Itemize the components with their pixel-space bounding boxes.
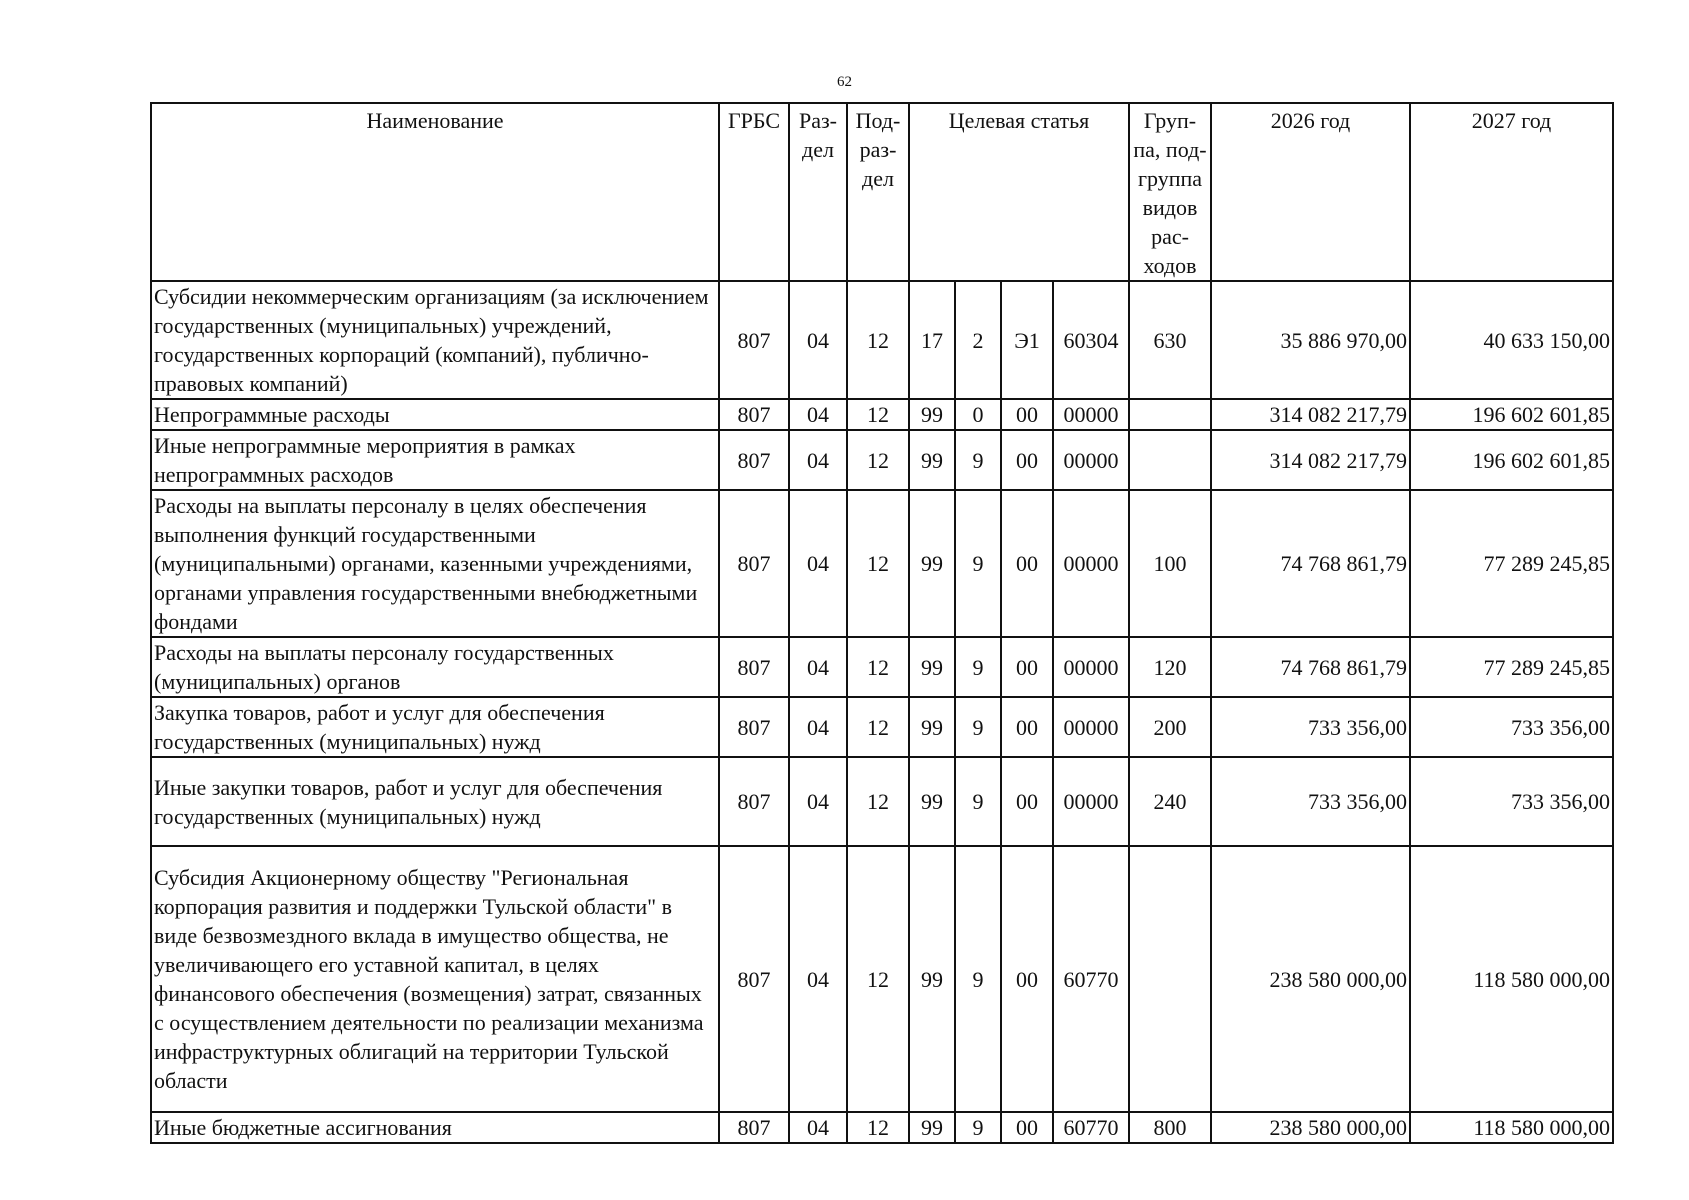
row-target-program: 99: [909, 490, 955, 637]
row-section: 04: [789, 697, 847, 757]
row-target-direction: 00000: [1053, 697, 1129, 757]
row-target-program: 99: [909, 697, 955, 757]
row-name: Расходы на выплаты персоналу государственных (муниципальных) органов: [151, 637, 719, 697]
row-amount-2026: 314 082 217,79: [1211, 430, 1410, 490]
row-subsection: 12: [847, 1112, 909, 1143]
header-year-2027: 2027 год: [1410, 103, 1613, 281]
row-expense-group: [1129, 399, 1211, 430]
row-grbs: 807: [719, 399, 789, 430]
row-amount-2027: 77 289 245,85: [1410, 490, 1613, 637]
row-amount-2026: 35 886 970,00: [1211, 281, 1410, 399]
row-name: Субсидия Акционерному обществу "Региональная корпорация развития и поддержки Тульской области" в виде безвозмездного вклада в имущество общества, не увеличивающего его уставной капитал, в целях финансового обеспечения (возмещения) затрат, связанных с осуществлением деятельности по реализации механизма инфраструктурных облигаций на территории Тульской области: [151, 846, 719, 1112]
row-amount-2026: 238 580 000,00: [1211, 846, 1410, 1112]
row-subsection: 12: [847, 399, 909, 430]
row-grbs: 807: [719, 637, 789, 697]
row-expense-group: 100: [1129, 490, 1211, 637]
header-expense-group: Груп- па, под- группа видов рас- ходов: [1129, 103, 1211, 281]
row-target-structure: 00: [1001, 490, 1053, 637]
row-amount-2026: 314 082 217,79: [1211, 399, 1410, 430]
table-row: [151, 697, 1613, 757]
row-target-type: 9: [955, 430, 1001, 490]
header-row: [151, 103, 1613, 281]
row-grbs: 807: [719, 430, 789, 490]
row-subsection: 12: [847, 637, 909, 697]
row-subsection: 12: [847, 281, 909, 399]
row-target-structure: 00: [1001, 399, 1053, 430]
row-section: 04: [789, 430, 847, 490]
row-name: Расходы на выплаты персоналу в целях обеспечения выполнения функций государственными (муниципальными) органами, казенными учреждениями, органами управления государственными внебюджетными фондами: [151, 490, 719, 637]
row-subsection: 12: [847, 757, 909, 846]
row-grbs: 807: [719, 846, 789, 1112]
row-amount-2026: 733 356,00: [1211, 697, 1410, 757]
row-section: 04: [789, 757, 847, 846]
row-expense-group: [1129, 846, 1211, 1112]
row-name: Субсидии некоммерческим организациям (за исключением государственных (муниципальных) учреждений, государственных корпораций (компаний), публично-правовых компаний): [151, 281, 719, 399]
row-target-structure: 00: [1001, 430, 1053, 490]
row-target-direction: 60770: [1053, 1112, 1129, 1143]
header-target-article: Целевая статья: [909, 103, 1129, 281]
row-section: 04: [789, 281, 847, 399]
row-grbs: 807: [719, 697, 789, 757]
row-amount-2027: 733 356,00: [1410, 697, 1613, 757]
row-amount-2026: 74 768 861,79: [1211, 637, 1410, 697]
header-name: Наименование: [151, 103, 719, 281]
row-target-program: 17: [909, 281, 955, 399]
row-expense-group: 800: [1129, 1112, 1211, 1143]
row-amount-2027: 77 289 245,85: [1410, 637, 1613, 697]
row-target-structure: 00: [1001, 846, 1053, 1112]
row-name: Непрограммные расходы: [151, 399, 719, 430]
row-target-program: 99: [909, 637, 955, 697]
row-section: 04: [789, 399, 847, 430]
row-amount-2027: 118 580 000,00: [1410, 1112, 1613, 1143]
table-row: [151, 757, 1613, 846]
row-target-type: 9: [955, 757, 1001, 846]
table-row: [151, 399, 1613, 430]
row-name: Иные бюджетные ассигнования: [151, 1112, 719, 1143]
header-section: Раз- дел: [789, 103, 847, 281]
row-expense-group: [1129, 430, 1211, 490]
row-subsection: 12: [847, 697, 909, 757]
row-amount-2026: 733 356,00: [1211, 757, 1410, 846]
row-expense-group: 120: [1129, 637, 1211, 697]
row-target-direction: 60304: [1053, 281, 1129, 399]
table-row: [151, 846, 1613, 1112]
row-amount-2027: 733 356,00: [1410, 757, 1613, 846]
row-section: 04: [789, 846, 847, 1112]
row-name: Закупка товаров, работ и услуг для обеспечения государственных (муниципальных) нужд: [151, 697, 719, 757]
table-row: [151, 281, 1613, 399]
row-target-direction: 00000: [1053, 757, 1129, 846]
row-amount-2027: 40 633 150,00: [1410, 281, 1613, 399]
row-amount-2027: 196 602 601,85: [1410, 430, 1613, 490]
row-subsection: 12: [847, 846, 909, 1112]
row-target-structure: 00: [1001, 637, 1053, 697]
row-target-type: 9: [955, 1112, 1001, 1143]
row-target-program: 99: [909, 846, 955, 1112]
row-expense-group: 240: [1129, 757, 1211, 846]
row-target-type: 0: [955, 399, 1001, 430]
row-amount-2027: 196 602 601,85: [1410, 399, 1613, 430]
row-target-direction: 00000: [1053, 399, 1129, 430]
row-target-direction: 00000: [1053, 637, 1129, 697]
row-amount-2026: 238 580 000,00: [1211, 1112, 1410, 1143]
row-name: Иные закупки товаров, работ и услуг для обеспечения государственных (муниципальных) нужд: [151, 757, 719, 846]
row-amount-2026: 74 768 861,79: [1211, 490, 1410, 637]
header-subsection: Под- раз- дел: [847, 103, 909, 281]
row-target-direction: 60770: [1053, 846, 1129, 1112]
header-year-2026: 2026 год: [1211, 103, 1410, 281]
table-row: [151, 430, 1613, 490]
row-target-type: 9: [955, 637, 1001, 697]
row-expense-group: 630: [1129, 281, 1211, 399]
row-section: 04: [789, 637, 847, 697]
row-subsection: 12: [847, 430, 909, 490]
row-target-direction: 00000: [1053, 430, 1129, 490]
row-name: Иные непрограммные мероприятия в рамках непрограммных расходов: [151, 430, 719, 490]
row-target-program: 99: [909, 399, 955, 430]
row-grbs: 807: [719, 757, 789, 846]
row-grbs: 807: [719, 1112, 789, 1143]
page-number: 62: [837, 74, 852, 90]
row-target-structure: 00: [1001, 757, 1053, 846]
row-grbs: 807: [719, 281, 789, 399]
row-target-structure: 00: [1001, 697, 1053, 757]
row-target-type: 2: [955, 281, 1001, 399]
row-target-structure: Э1: [1001, 281, 1053, 399]
row-target-program: 99: [909, 757, 955, 846]
row-target-structure: 00: [1001, 1112, 1053, 1143]
row-expense-group: 200: [1129, 697, 1211, 757]
table-row: [151, 637, 1613, 697]
header-grbs: ГРБС: [719, 103, 789, 281]
row-section: 04: [789, 1112, 847, 1143]
row-grbs: 807: [719, 490, 789, 637]
row-target-direction: 00000: [1053, 490, 1129, 637]
table-row: [151, 1112, 1613, 1143]
row-target-program: 99: [909, 1112, 955, 1143]
budget-table: [150, 102, 1614, 1144]
row-target-type: 9: [955, 697, 1001, 757]
row-section: 04: [789, 490, 847, 637]
table-row: [151, 490, 1613, 637]
row-target-program: 99: [909, 430, 955, 490]
row-amount-2027: 118 580 000,00: [1410, 846, 1613, 1112]
row-target-type: 9: [955, 846, 1001, 1112]
row-target-type: 9: [955, 490, 1001, 637]
row-subsection: 12: [847, 490, 909, 637]
